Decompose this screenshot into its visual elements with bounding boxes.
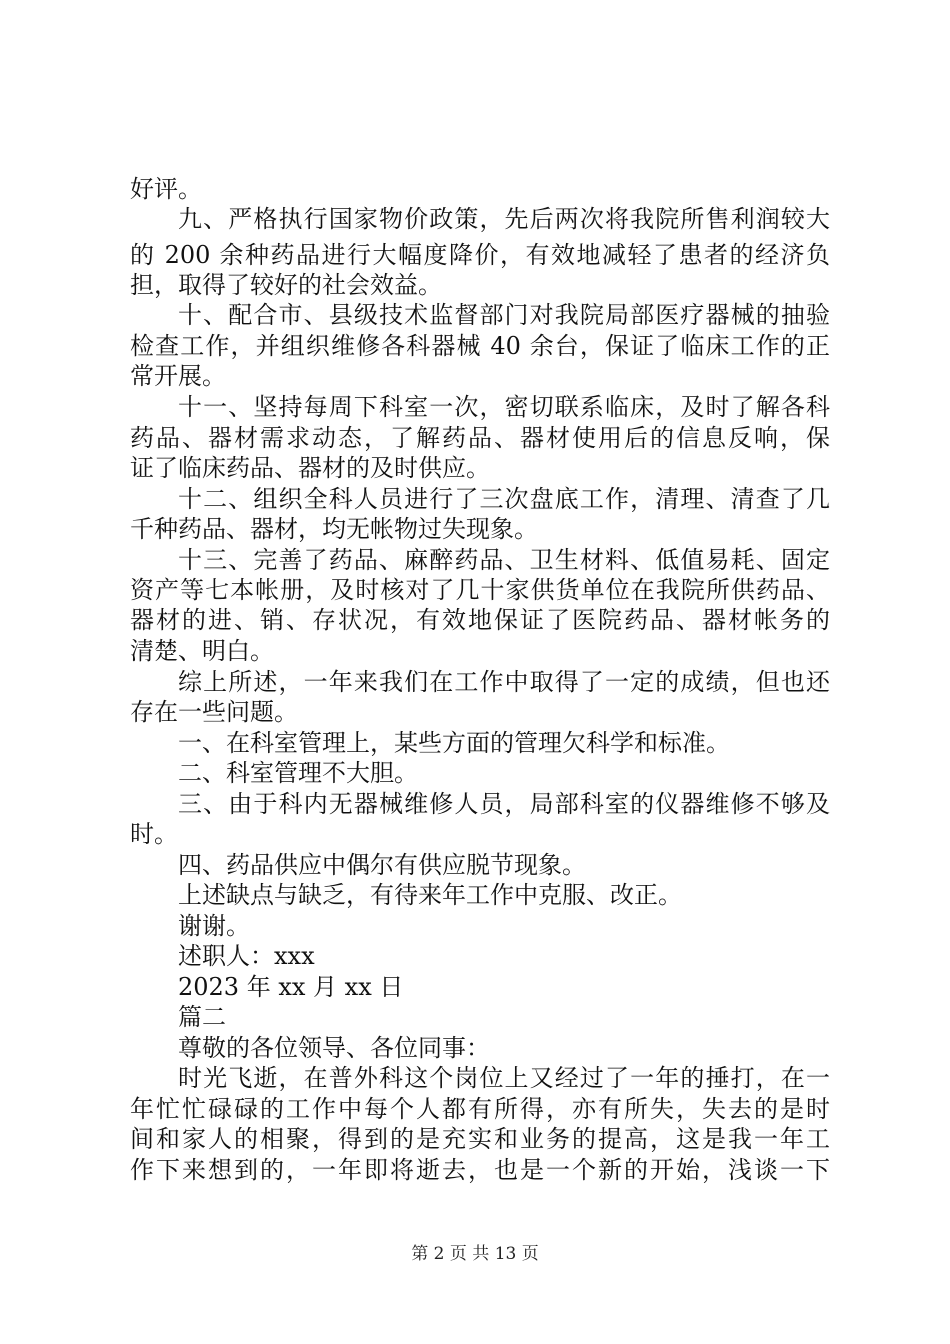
text-line: 上述缺点与缺乏，有待来年工作中克服、改正。 <box>178 881 682 909</box>
text-line: 资产等七本帐册，及时核对了几十家供货单位在我院所供药品、 <box>130 576 830 604</box>
text-line: 证了临床药品、器材的及时供应。 <box>130 454 490 482</box>
text-line: 的 200 余种药品进行大幅度降价，有效地减轻了患者的经济负 <box>130 241 830 269</box>
text-line: 年忙忙碌碌的工作中每个人都有所得，亦有所失，失去的是时 <box>130 1095 830 1123</box>
text-line: 九、严格执行国家物价政策，先后两次将我院所售利润较大 <box>178 205 830 233</box>
text-line: 间和家人的相聚，得到的是充实和业务的提高，这是我一年工 <box>130 1125 830 1153</box>
text-line: 担，取得了较好的社会效益。 <box>130 271 442 299</box>
text-line: 综上所述，一年来我们在工作中取得了一定的成绩，但也还 <box>178 668 830 696</box>
text-line: 药品、器材需求动态，了解药品、器材使用后的信息反响，保 <box>130 424 830 452</box>
text-line: 好评。 <box>130 175 202 203</box>
text-line: 四、药品供应中偶尔有供应脱节现象。 <box>178 851 586 879</box>
text-line: 常开展。 <box>130 362 226 390</box>
text-line: 清楚、明白。 <box>130 637 274 665</box>
text-line: 谢谢。 <box>178 912 250 940</box>
text-line: 三、由于科内无器械维修人员，局部科室的仪器维修不够及 <box>178 790 830 818</box>
text-line: 作下来想到的，一年即将逝去，也是一个新的开始，浅谈一下 <box>130 1156 830 1184</box>
text-line: 十二、组织全科人员进行了三次盘底工作，清理、清查了几 <box>178 485 830 513</box>
text-line: 十一、坚持每周下科室一次，密切联系临床，及时了解各科 <box>178 393 830 421</box>
text-line: 时。 <box>130 820 178 848</box>
page-number-footer: 第 2 页 共 13 页 <box>411 1244 539 1264</box>
text-line: 尊敬的各位领导、各位同事： <box>178 1034 490 1062</box>
text-line: 2023 年 xx 月 xx 日 <box>178 973 404 1001</box>
text-line: 篇二 <box>178 1003 226 1031</box>
text-line: 千种药品、器材，均无帐物过失现象。 <box>130 515 538 543</box>
text-line: 时光飞逝，在普外科这个岗位上又经过了一年的捶打，在一 <box>178 1064 830 1092</box>
text-line: 十、配合市、县级技术监督部门对我院局部医疗器械的抽验 <box>178 301 830 329</box>
text-line: 一、在科室管理上，某些方面的管理欠科学和标准。 <box>178 729 730 757</box>
text-line: 二、科室管理不大胆。 <box>178 759 418 787</box>
text-line: 器材的进、销、存状况，有效地保证了医院药品、器材帐务的 <box>130 606 830 634</box>
text-line: 十三、完善了药品、麻醉药品、卫生材料、低值易耗、固定 <box>178 546 830 574</box>
text-line: 存在一些问题。 <box>130 698 298 726</box>
text-line: 检查工作，并组织维修各科器械 40 余台，保证了临床工作的正 <box>130 332 830 360</box>
text-line: 述职人：xxx <box>178 942 315 970</box>
